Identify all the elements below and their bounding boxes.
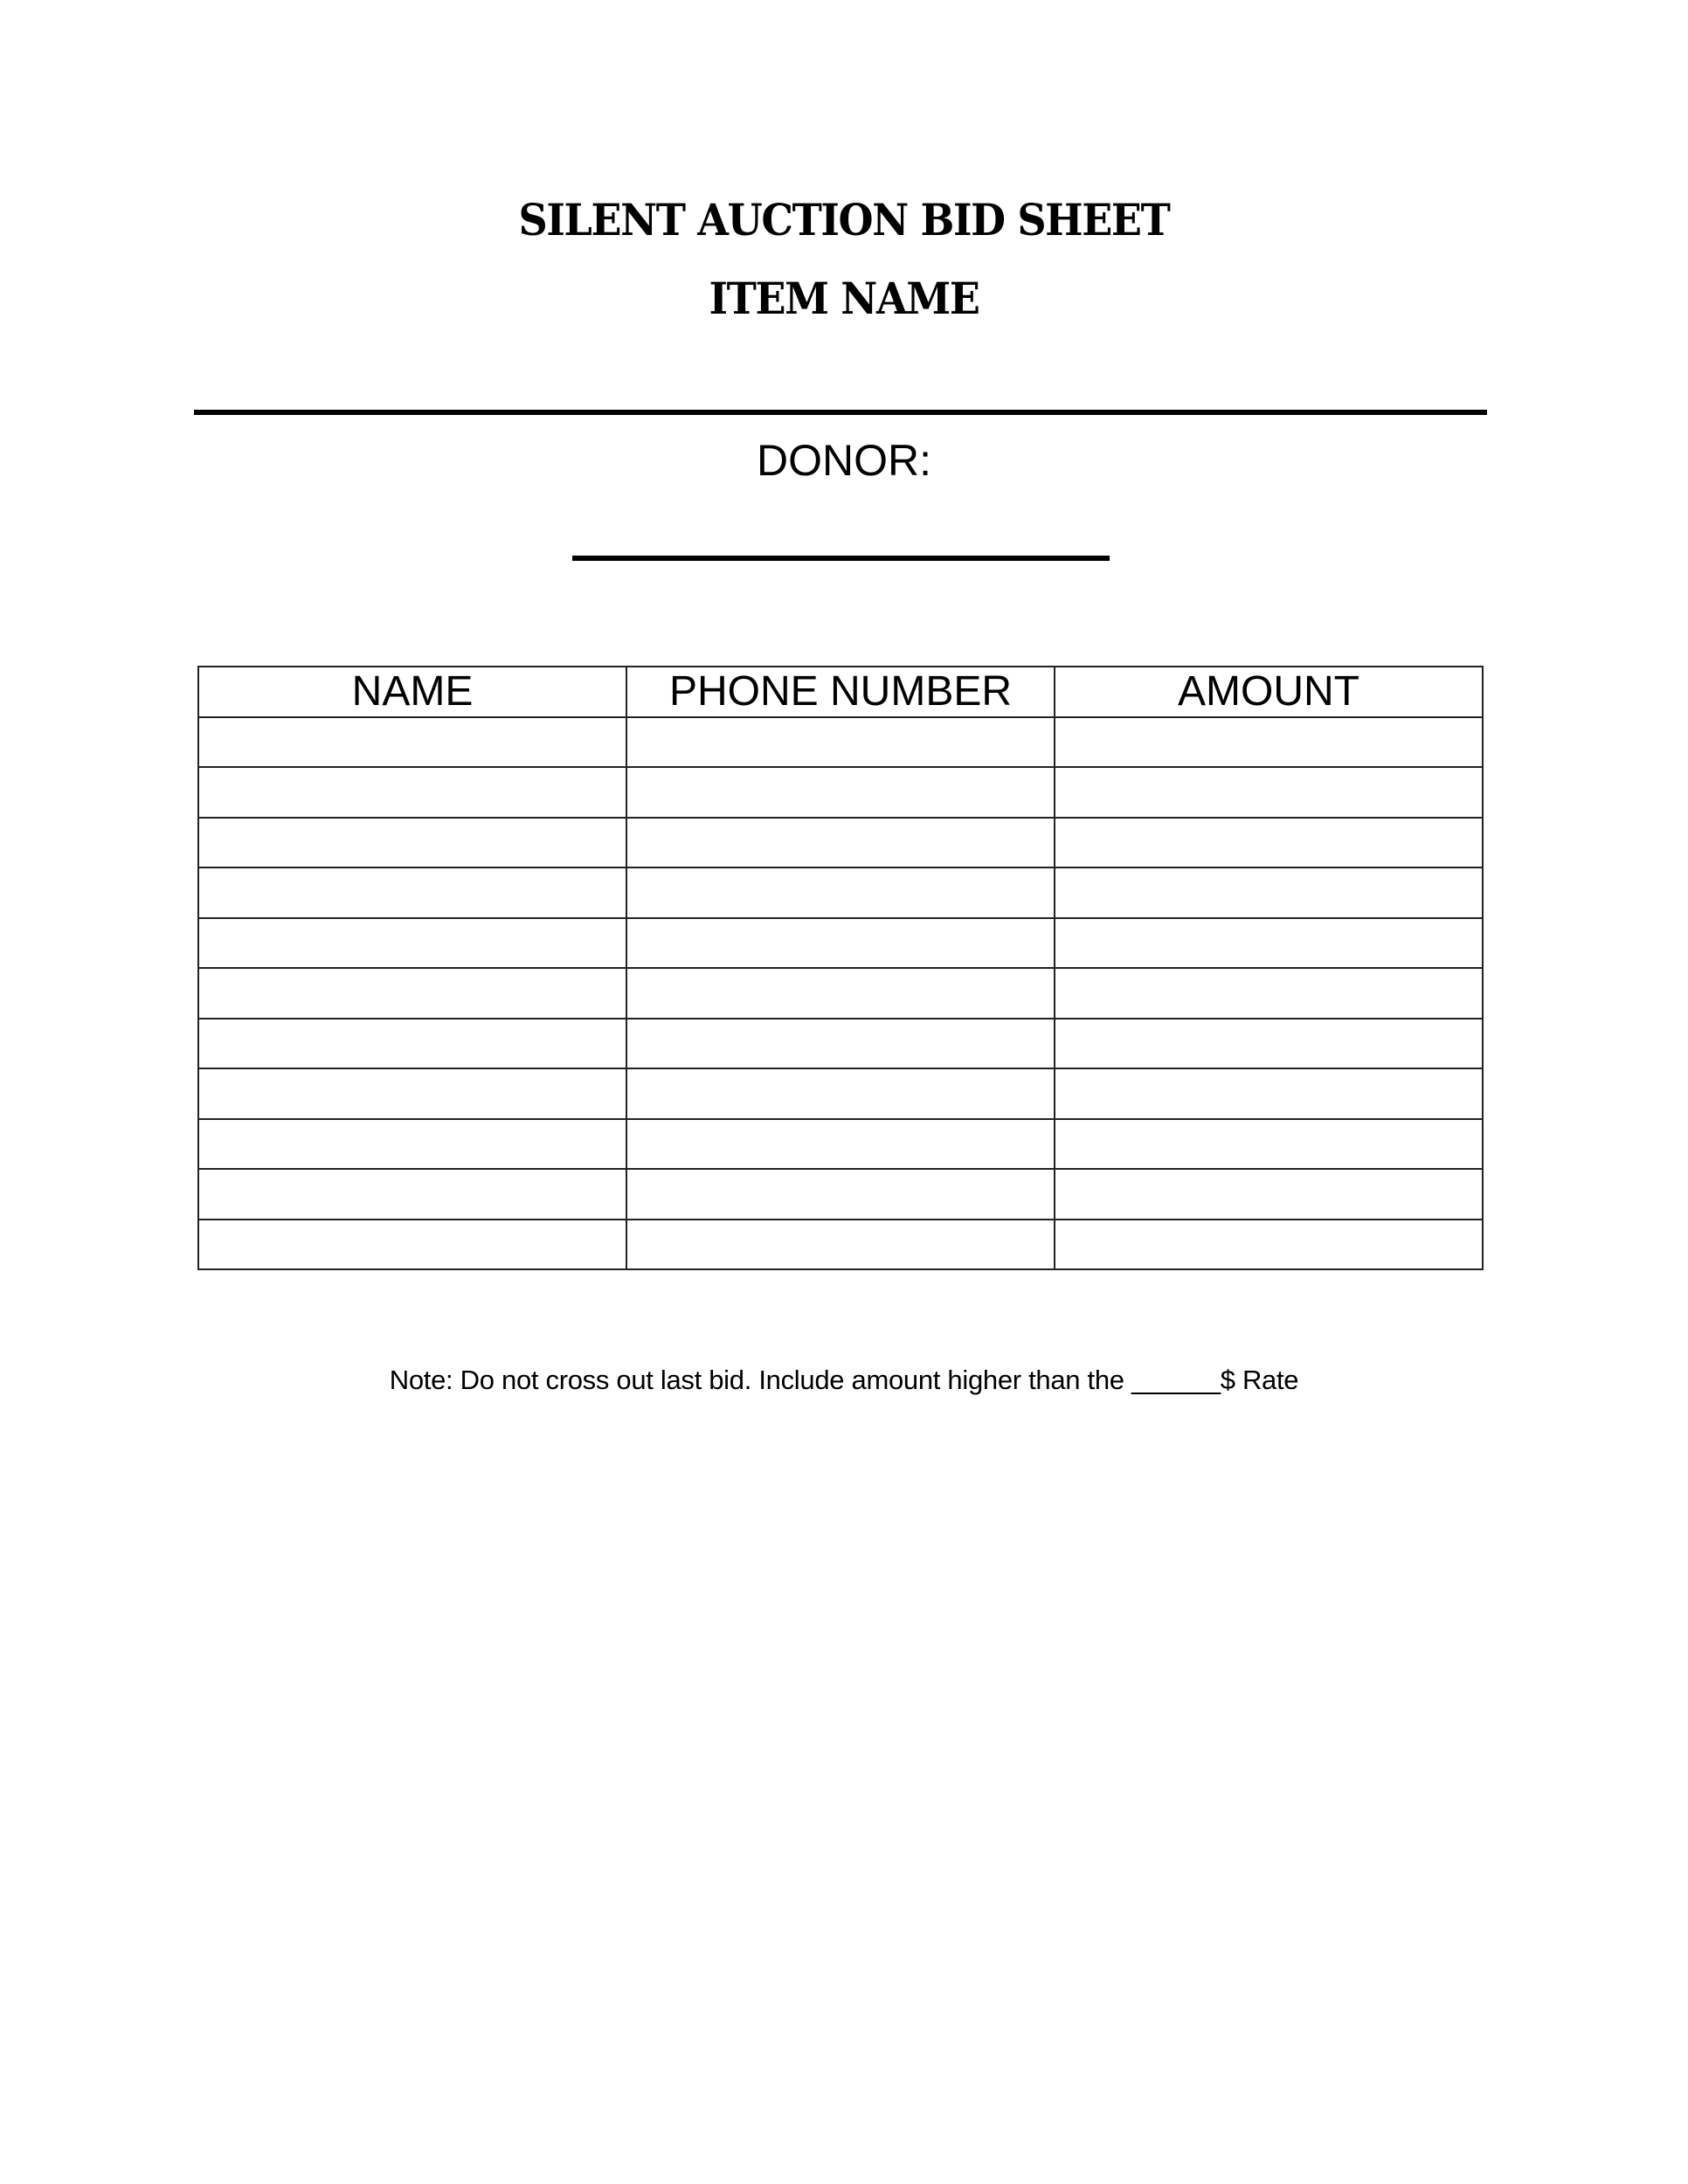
table-row bbox=[198, 1019, 1483, 1069]
item-name-heading: ITEM NAME bbox=[709, 273, 979, 324]
name-cell[interactable] bbox=[198, 1068, 626, 1119]
name-cell[interactable] bbox=[198, 717, 626, 768]
phone-number-cell[interactable] bbox=[626, 1019, 1055, 1069]
amount-cell[interactable] bbox=[1055, 1119, 1483, 1170]
bid-table bbox=[197, 666, 1484, 1270]
column-header-amount: AMOUNT bbox=[1055, 667, 1483, 717]
amount-cell[interactable] bbox=[1055, 867, 1483, 918]
donor-line bbox=[572, 556, 1110, 561]
column-header-phone-number: PHONE NUMBER bbox=[626, 667, 1055, 717]
table-row bbox=[198, 1169, 1483, 1220]
name-cell[interactable] bbox=[198, 867, 626, 918]
name-cell[interactable] bbox=[198, 1169, 626, 1220]
phone-number-cell[interactable] bbox=[626, 818, 1055, 868]
phone-number-cell[interactable] bbox=[626, 1119, 1055, 1170]
amount-cell[interactable] bbox=[1055, 918, 1483, 969]
amount-cell[interactable] bbox=[1055, 717, 1483, 768]
table-row bbox=[198, 767, 1483, 818]
amount-cell[interactable] bbox=[1055, 1169, 1483, 1220]
amount-cell[interactable] bbox=[1055, 1019, 1483, 1069]
amount-cell[interactable] bbox=[1055, 1068, 1483, 1119]
name-cell[interactable] bbox=[198, 1019, 626, 1069]
phone-number-cell[interactable] bbox=[626, 1220, 1055, 1270]
table-row bbox=[198, 1119, 1483, 1170]
amount-cell[interactable] bbox=[1055, 767, 1483, 818]
table-row bbox=[198, 968, 1483, 1019]
phone-number-cell[interactable] bbox=[626, 918, 1055, 969]
name-cell[interactable] bbox=[198, 1220, 626, 1270]
phone-number-cell[interactable] bbox=[626, 767, 1055, 818]
phone-number-cell[interactable] bbox=[626, 968, 1055, 1019]
phone-number-cell[interactable] bbox=[626, 867, 1055, 918]
item-name-line bbox=[194, 410, 1487, 415]
table-header-row bbox=[198, 667, 1483, 717]
donor-label: DONOR: bbox=[757, 436, 931, 485]
amount-cell[interactable] bbox=[1055, 818, 1483, 868]
column-header-name: NAME bbox=[198, 667, 626, 717]
name-cell[interactable] bbox=[198, 767, 626, 818]
phone-number-cell[interactable] bbox=[626, 717, 1055, 768]
amount-cell[interactable] bbox=[1055, 1220, 1483, 1270]
name-cell[interactable] bbox=[198, 1119, 626, 1170]
table-row bbox=[198, 867, 1483, 918]
phone-number-cell[interactable] bbox=[626, 1169, 1055, 1220]
table-row bbox=[198, 818, 1483, 868]
table-row bbox=[198, 918, 1483, 969]
name-cell[interactable] bbox=[198, 918, 626, 969]
amount-cell[interactable] bbox=[1055, 968, 1483, 1019]
document-title: SILENT AUCTION BID SHEET bbox=[518, 194, 1170, 245]
table-row bbox=[198, 1068, 1483, 1119]
phone-number-cell[interactable] bbox=[626, 1068, 1055, 1119]
table-row bbox=[198, 717, 1483, 768]
name-cell[interactable] bbox=[198, 968, 626, 1019]
table-row bbox=[198, 1220, 1483, 1270]
bid-note: Note: Do not cross out last bid. Include amount higher than the ______$ Rate bbox=[389, 1365, 1299, 1395]
name-cell[interactable] bbox=[198, 818, 626, 868]
